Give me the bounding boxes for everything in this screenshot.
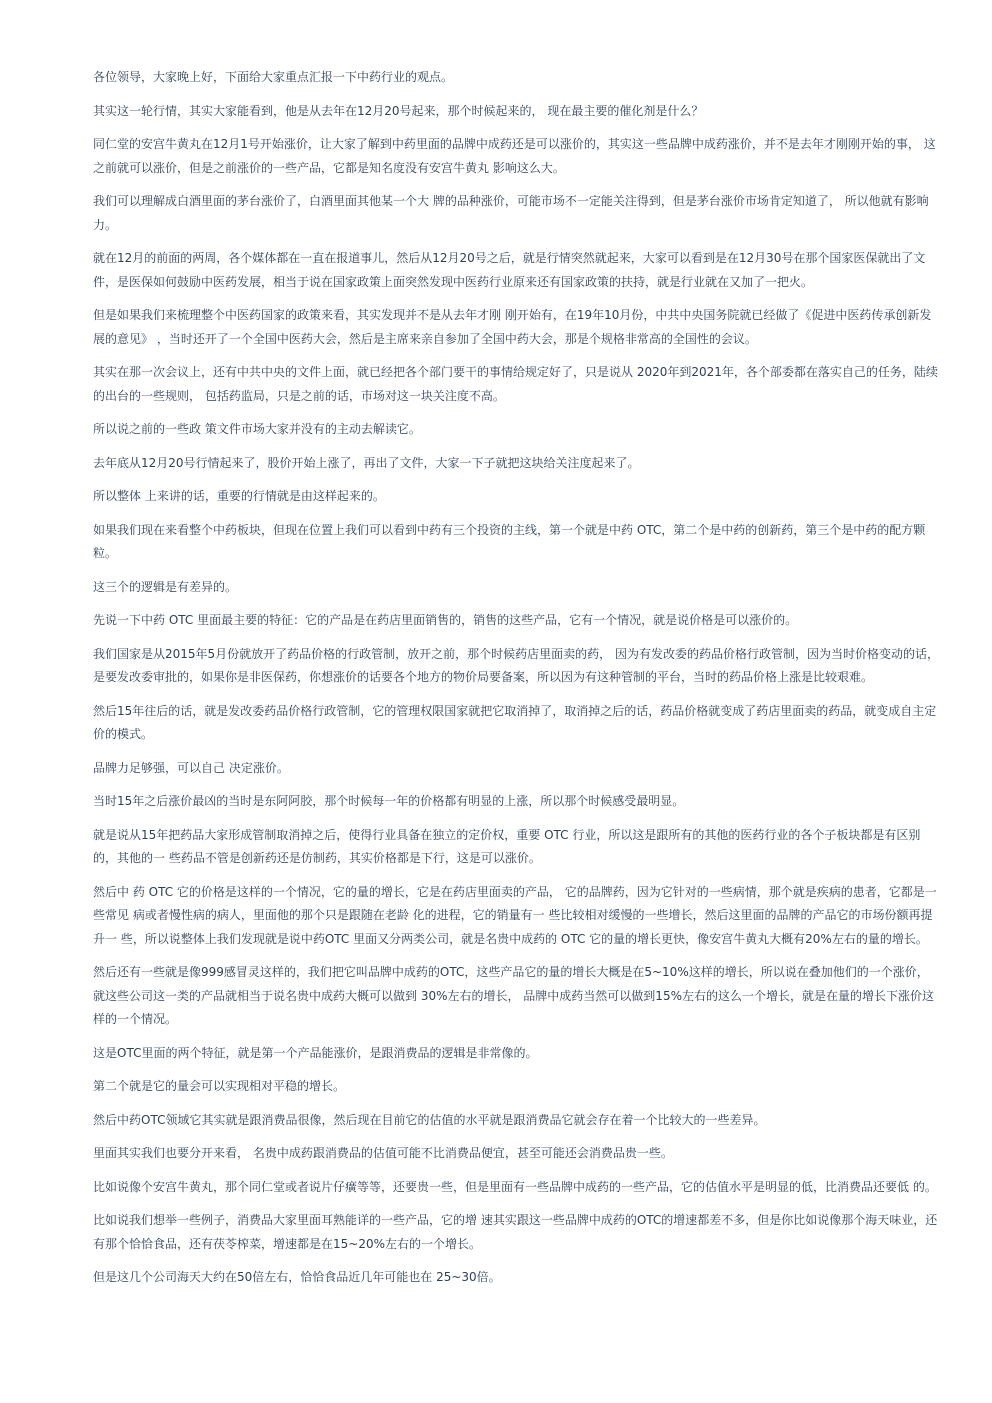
paragraph-9: 去年底从12月20号行情起来了，股价开始上涨了，再出了文件，大家一下子就把这块给关注度起来了。	[93, 455, 640, 470]
paragraph-22: 第二个就是它的量会可以实现相对平稳的增长。	[93, 1079, 346, 1093]
paragraph-11: 如果我们现在来看整个中药板块，但现在位置上我们可以看到中药有三个投资的主线，第一个就是中药 OTC，第二个是中药的创新药，第三个是中药的配方颗粒。	[93, 522, 926, 560]
paragraph-18: 就是说从15年把药品大家形成管制取消掉之后，使得行业具备在独立的定价权，重要 OTC 行业，所以这是跟所有的其他的医药行业的各个子板块都是有区别的，其他的一 些药品不管是创新药还是仿制药，其实价格都是下行，这是可以涨价。	[93, 827, 921, 865]
paragraph-7: 其实在那一次会议上，还有中共中央的文件上面，就已经把各个部门要干的事情给规定好了，只是说从 2020年到2021年，各个部委都在落实自己的任务，陆续的出台的一些规则， 包括药监局，只是之前的话，市场对这一块关注度不高。	[93, 365, 938, 403]
paragraph-5: 就在12月的前面的两周，各个媒体都在一直在报道事儿，然后从12月20号之后，就是行情突然就起来，大家可以看到是在12月30号在那个国家医保就出了文件，是医保如何鼓励中医药发展，相当于说在国家政策上面突然发现中医药行业原来还有国家政策的扶持，就是行业就在又加了一把火。	[93, 251, 926, 289]
paragraph-4: 我们可以理解成白酒里面的茅台涨价了，白酒里面其他某一个大 牌的品种涨价，可能市场不一定能关注得到，但是茅台涨价市场肯定知道了， 所以他就有影响力。	[93, 194, 929, 232]
paragraph-25: 比如说像个安宫牛黄丸，那个同仁堂或者说片仔癀等等，还要贵一些，但是里面有一些品牌中成药的一些产品，它的估值水平是明显的低，比消费品还要低 的。	[93, 1179, 937, 1194]
paragraph-16: 品牌力足够强，可以自己 决定涨价。	[93, 760, 289, 775]
paragraph-20: 然后还有一些就是像999感冒灵这样的，我们把它叫品牌中成药的OTC，这些产品它的量的增长大概是在5~10%这样的增长，所以说在叠加他们的一个涨价， 就这些公司这一类的产品就相当于说名贵中成药大概可以做到 30%左右的增长， 品牌中成药当然可以做到15%左右的这么一个增长，就是在量的增长下涨价这样的一个情况。	[93, 965, 934, 1026]
paragraph-12: 这三个的逻辑是有差异的。	[93, 579, 238, 594]
paragraph-2: 其实这一轮行情，其实大家能看到，他是从去年在12月20号起来，那个时候起来的， 现在最主要的催化剂是什么？	[93, 103, 704, 118]
paragraph-21: 这是OTC里面的两个特征，就是第一个产品能涨价，是跟消费品的逻辑是非常像的。	[93, 1045, 538, 1060]
paragraph-10: 所以整体 上来讲的话，重要的行情就是由这样起来的。	[93, 489, 385, 503]
paragraph-13: 先说一下中药 OTC 里面最主要的特征：它的产品是在药店里面销售的，销售的这些产品，它有一个情况，就是说价格是可以涨价的。	[93, 613, 798, 627]
paragraph-6: 但是如果我们来梳理整个中医药国家的政策来看，其实发现并不是从去年才刚 刚开始有，在19年10月份，中共中央国务院就已经做了《促进中医药传承创新发展的意见》 ，当时还开了一个全国中医药大会，然后是主席来亲自参加了全国中药大会，那是个规格非常高的全国性的会议。	[93, 308, 932, 346]
paragraph-19: 然后中 药 OTC 它的价格是这样的一个情况，它的量的增长，它是在药店里面卖的产品， 它的品牌药，因为它针对的一些病情，那个就是疾病的患者，它都是一些常见 病或者慢性病的病人，里面他的那个只是跟随在老龄 化的进程，它的销量有一 些比较相对缓慢的一些增长，然后这里面的品牌的产品它的市场份额再提升一 些，所以说整体上我们发现就是说中药OTC 里面又分两类公司，就是名贵中成药的 OTC 它的量的增长更快，像安宫牛黄丸大概有20%左右的量的增长。	[93, 884, 937, 946]
paragraph-26: 比如说我们想举一些例子，消费品大家里面耳熟能详的一些产品，它的增 速其实跟这一些品牌中成药的OTC的增速都差不多，但是你比如说像那个海天味业，还有那个恰恰食品，还有茯苓榨菜，增速都是在15~20%左右的一个增长。	[93, 1213, 938, 1251]
paragraph-1: 各位领导，大家晚上好，下面给大家重点汇报一下中药行业的观点。	[93, 70, 454, 84]
paragraph-15: 然后15年往后的话，就是发改委药品价格行政管制，它的管理权限国家就把它取消掉了，取消掉之后的话，药品价格就变成了药店里面卖的药品，就变成自主定价的模式。	[93, 703, 937, 741]
paragraph-17: 当时15年之后涨价最凶的当时是东阿阿胶，那个时候每一年的价格都有明显的上涨，所以那个时候感受最明显。	[93, 794, 685, 808]
paragraph-3: 同仁堂的安宫牛黄丸在12月1号开始涨价，让大家了解到中药里面的品牌中成药还是可以涨价的，其实这一些品牌中成药涨价，并不是去年才刚刚开始的事， 这之前就可以涨价，但是之前涨价的一些产品，它都是知名度没有安宫牛黄丸 影响这么大。	[93, 137, 936, 175]
paragraph-8: 所以说之前的一些政 策文件市场大家并没有的主动去解读它。	[93, 422, 421, 436]
document-page	[93, 66, 943, 1300]
paragraph-14: 我们国家是从2015年5月份就放开了药品价格的行政管制，放开之前，那个时候药店里面卖的药， 因为有发改委的药品价格行政管制，因为当时价格变动的话，是要发改委审批的，如果你是非医保药，你想涨价的话要各个地方的物价局要备案，所以因为有这种管制的平台，当时的药品价格上涨是比较艰难。	[93, 646, 939, 684]
paragraph-23: 然后中药OTC领域它其实就是跟消费品很像，然后现在目前它的估值的水平就是跟消费品它就会存在着一个比较大的一些差异。	[93, 1112, 766, 1127]
paragraph-24: 里面其实我们也要分开来看， 名贵中成药跟消费品的估值可能不比消费品便宜，甚至可能还会消费品贵一些。	[93, 1146, 673, 1160]
paragraph-27: 但是这几个公司海天大约在50倍左右，恰恰食品近几年可能也在 25~30倍。	[93, 1270, 501, 1284]
